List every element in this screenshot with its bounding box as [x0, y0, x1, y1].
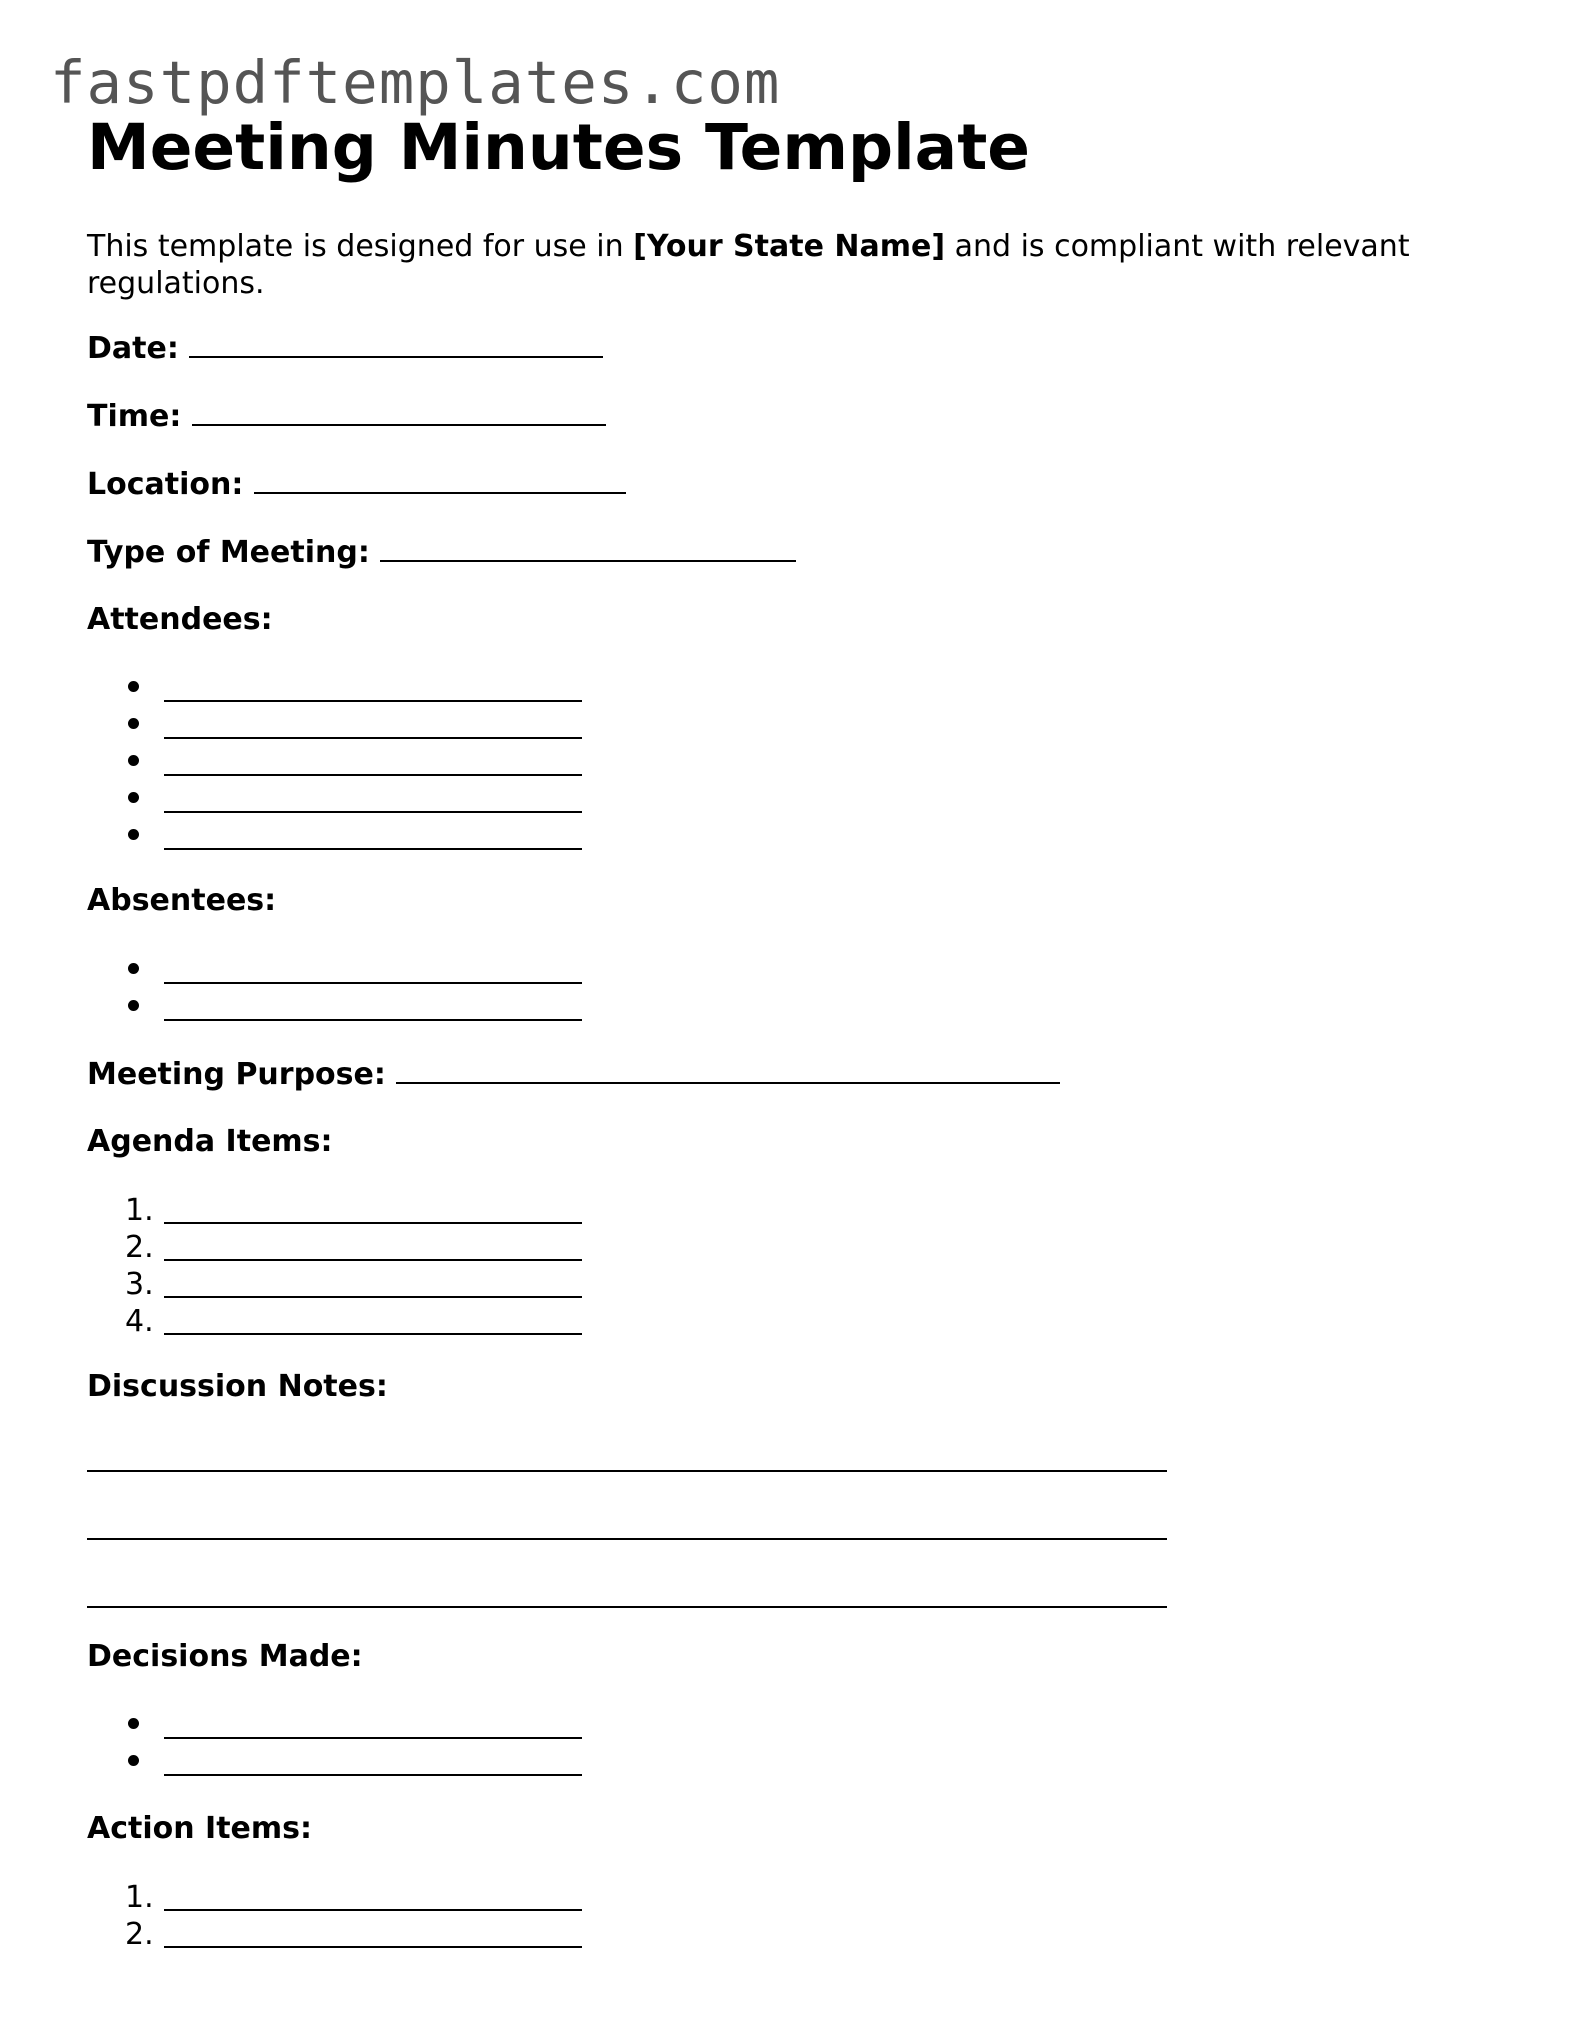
date-label: Date: [87, 331, 179, 366]
intro-text-before: This template is designed for use in [87, 229, 634, 264]
meeting-type-label: Type of Meeting: [87, 535, 370, 570]
bullet-icon [128, 718, 139, 729]
agenda-blank[interactable] [164, 1229, 582, 1261]
location-field [87, 466, 626, 503]
attendee-blank[interactable] [164, 818, 582, 850]
discussion-line[interactable] [87, 1606, 1167, 1608]
absentees-heading: Absentees: [87, 883, 277, 918]
absentee-blank[interactable] [164, 952, 582, 984]
bullet-icon [128, 829, 139, 840]
date-field [87, 330, 603, 367]
time-label: Time: [87, 399, 182, 434]
intro-text-after: and is compliant with relevant regulations. [87, 229, 1410, 301]
state-placeholder: [Your State Name] [633, 229, 946, 264]
location-blank[interactable] [254, 466, 626, 494]
meeting-purpose-field [87, 1056, 1060, 1093]
meeting-purpose-label: Meeting Purpose: [87, 1057, 386, 1092]
agenda-blank[interactable] [164, 1192, 582, 1224]
decision-blank[interactable] [164, 1707, 582, 1739]
item-number: 4. [125, 1304, 154, 1339]
item-number: 3. [125, 1267, 154, 1302]
agenda-blank[interactable] [164, 1303, 582, 1335]
discussion-line[interactable] [87, 1538, 1167, 1540]
absentee-blank[interactable] [164, 989, 582, 1021]
meeting-type-field [87, 534, 796, 571]
document-page [87, 108, 1487, 1952]
action-blank[interactable] [164, 1879, 582, 1911]
action-items-heading: Action Items: [87, 1811, 312, 1846]
item-number: 1. [125, 1193, 154, 1228]
item-number: 2. [125, 1230, 154, 1265]
meeting-type-blank[interactable] [380, 534, 796, 562]
location-label: Location: [87, 467, 244, 502]
item-number: 1. [125, 1880, 154, 1915]
attendee-blank[interactable] [164, 707, 582, 739]
bullet-icon [128, 1000, 139, 1011]
bullet-icon [128, 963, 139, 974]
page-title: Meeting Minutes Template [87, 111, 1031, 184]
item-number: 2. [125, 1917, 154, 1952]
time-blank[interactable] [192, 398, 606, 426]
bullet-icon [128, 1755, 139, 1766]
discussion-line[interactable] [87, 1470, 1167, 1472]
bullet-icon [128, 1718, 139, 1729]
meeting-purpose-blank[interactable] [396, 1056, 1060, 1084]
discussion-heading: Discussion Notes: [87, 1369, 388, 1404]
attendee-blank[interactable] [164, 744, 582, 776]
attendee-blank[interactable] [164, 670, 582, 702]
agenda-heading: Agenda Items: [87, 1124, 333, 1159]
agenda-blank[interactable] [164, 1266, 582, 1298]
intro-paragraph [87, 228, 1467, 302]
attendees-heading: Attendees: [87, 602, 273, 637]
decisions-heading: Decisions Made: [87, 1639, 363, 1674]
decision-blank[interactable] [164, 1744, 582, 1776]
bullet-icon [128, 755, 139, 766]
watermark: fastpdftemplates.com [50, 48, 781, 117]
time-field [87, 398, 606, 435]
bullet-icon [128, 792, 139, 803]
action-blank[interactable] [164, 1916, 582, 1948]
attendee-blank[interactable] [164, 781, 582, 813]
bullet-icon [128, 681, 139, 692]
date-blank[interactable] [189, 330, 603, 358]
